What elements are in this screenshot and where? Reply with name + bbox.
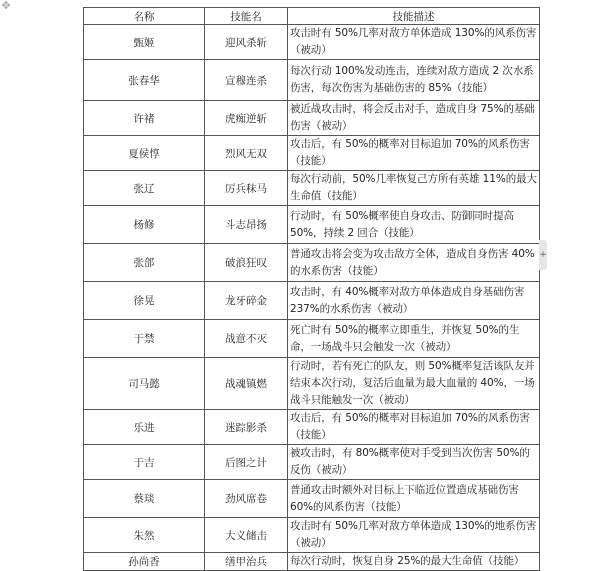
hero-name: 于禁 (84, 320, 205, 358)
table-row (84, 320, 540, 358)
table-row (84, 282, 540, 320)
header-description: 技能描述 (288, 8, 540, 25)
hero-name: 朱然 (84, 518, 205, 553)
skill-name: 大义储击 (205, 518, 288, 553)
header-name: 名称 (84, 8, 205, 25)
hero-name: 张辽 (84, 171, 205, 206)
side-expand-tab[interactable] (539, 240, 547, 270)
skill-description: 行动时，若有死亡的队友，则 50%概率复活该队友并结束本次行动，复活后血量为最大血量的 40%，一场战斗只能触发一次（被动） (288, 358, 540, 410)
hero-name: 甄姬 (84, 25, 205, 60)
hero-name: 孙尚香 (84, 553, 205, 571)
skill-name: 迷踪影杀 (205, 410, 288, 445)
skill-description: 普通攻击将会变为攻击敌方全体，造成自身伤害 40%的水系伤害（技能） (288, 244, 540, 282)
skill-name: 迎风杀斩 (205, 25, 288, 60)
skill-description: 攻击时有 50%几率对敌方单体造成 130%的风系伤害（被动） (288, 25, 540, 60)
table-row (84, 60, 540, 101)
table-row (84, 445, 540, 480)
table-row (84, 171, 540, 206)
table-row (84, 518, 540, 553)
skill-name: 斗志昂扬 (205, 206, 288, 244)
hero-name: 徐晃 (84, 282, 205, 320)
hero-name: 蔡琰 (84, 480, 205, 518)
hero-name: 张郃 (84, 244, 205, 282)
skill-name: 战魂镇燃 (205, 358, 288, 410)
hero-name: 张春华 (84, 60, 205, 101)
skill-description: 攻击后，有 50%的概率对目标追加 70%的风系伤害（技能） (288, 410, 540, 445)
skill-description: 被近战攻击时，将会反击对手，造成自身 75%的基础伤害（被动） (288, 101, 540, 136)
skill-name: 宣穆连杀 (205, 60, 288, 101)
table-row (84, 553, 540, 571)
move-handle-icon[interactable]: ✥ (1, 0, 11, 12)
table-row (84, 206, 540, 244)
skill-description: 每次行动 100%发动连击，连续对敌方造成 2 次水系伤害，每次伤害为基础伤害的 85%（技能） (288, 60, 540, 101)
skill-description: 攻击后，有 50%的概率对目标追加 70%的风系伤害（技能） (288, 136, 540, 171)
skill-description: 攻击时有 50%几率对敌方单体造成 130%的地系伤害（被动） (288, 518, 540, 553)
plus-icon: + (539, 250, 547, 260)
skill-description: 行动时，有 50%概率使自身攻击、防御同时提高 50%，持续 2 回合（技能） (288, 206, 540, 244)
skill-description: 被攻击时，有 80%概率使对手受到当次伤害 50%的反伤（被动） (288, 445, 540, 480)
skill-name: 缮甲治兵 (205, 553, 288, 571)
table-row (84, 25, 540, 60)
skill-name: 破浪狂叹 (205, 244, 288, 282)
skill-description: 攻击时，有 40%概率对敌方单体造成自身基础伤害 237%的水系伤害（被动） (288, 282, 540, 320)
skill-name: 龙牙碎金 (205, 282, 288, 320)
skill-description: 每次行动时，恢复自身 25%的最大生命值（技能） (288, 553, 540, 571)
skill-name: 劲风席卷 (205, 480, 288, 518)
skill-description: 死亡时有 50%的概率立即重生，并恢复 50%的生命，一场战斗只会触发一次（被动） (288, 320, 540, 358)
skill-name: 后图之计 (205, 445, 288, 480)
skill-name: 烈风无双 (205, 136, 288, 171)
skill-name: 战意不灭 (205, 320, 288, 358)
table-row (84, 480, 540, 518)
hero-name: 司马懿 (84, 358, 205, 410)
skills-table (83, 7, 540, 571)
skill-description: 普通攻击时额外对目标上下临近位置造成基础伤害 60%的风系伤害（技能） (288, 480, 540, 518)
hero-name: 许褚 (84, 101, 205, 136)
table-row (84, 244, 540, 282)
hero-name: 夏侯惇 (84, 136, 205, 171)
header-skill: 技能名 (205, 8, 288, 25)
hero-name: 杨修 (84, 206, 205, 244)
skill-name: 虎痴逆斩 (205, 101, 288, 136)
skill-description: 每次行动前，50%几率恢复己方所有英雄 11%的最大生命值（技能） (288, 171, 540, 206)
hero-name: 乐进 (84, 410, 205, 445)
table-row (84, 410, 540, 445)
table-row (84, 136, 540, 171)
skill-name: 厉兵秣马 (205, 171, 288, 206)
table-row (84, 101, 540, 136)
table-row (84, 358, 540, 410)
table-header-row (84, 8, 540, 25)
hero-name: 于吉 (84, 445, 205, 480)
